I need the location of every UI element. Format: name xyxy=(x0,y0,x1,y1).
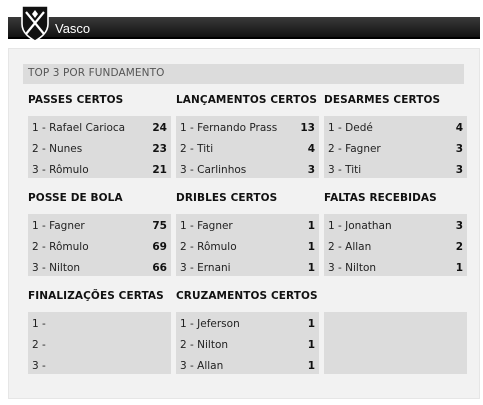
stat-block-title: FALTAS RECEBIDAS xyxy=(324,192,437,204)
stat-row xyxy=(32,360,167,374)
stat-block-title: CRUZAMENTOS CERTOS xyxy=(176,290,318,302)
stat-value: 1 xyxy=(307,262,315,274)
stat-block-title: POSSE DE BOLA xyxy=(28,192,123,204)
stat-row xyxy=(328,241,463,255)
stat-row xyxy=(32,339,167,353)
stat-block-title: FINALIZAÇÕES CERTAS xyxy=(28,290,164,302)
player-name: 2 - Rômulo xyxy=(180,241,237,253)
stat-block-title xyxy=(324,290,467,304)
stat-row xyxy=(180,122,315,136)
stat-value: 66 xyxy=(152,262,167,274)
stat-block-passes xyxy=(28,94,171,176)
stat-block-title: PASSES CERTOS xyxy=(28,94,124,106)
stat-block-fouls-received xyxy=(324,192,467,274)
player-name: 3 - Rômulo xyxy=(32,164,89,176)
player-name: 1 - Dedé xyxy=(328,122,373,134)
stat-block-dribbles xyxy=(176,192,319,274)
player-name: 2 - Nilton xyxy=(180,339,229,351)
stat-list xyxy=(176,214,319,276)
stat-row xyxy=(32,164,167,178)
stat-row xyxy=(180,241,315,255)
player-name: 1 - Fagner xyxy=(180,220,233,232)
stat-value: 69 xyxy=(152,241,167,253)
stat-block-crosses xyxy=(176,290,319,372)
stat-block-title: LANÇAMENTOS CERTOS xyxy=(176,94,318,106)
stat-row xyxy=(180,318,315,332)
stat-block-possession xyxy=(28,192,171,274)
stat-value: 1 xyxy=(307,318,315,330)
stat-block-tackles xyxy=(324,94,467,176)
player-name: 3 - Allan xyxy=(180,360,224,372)
stat-row xyxy=(328,143,463,157)
player-name: 3 - Ernani xyxy=(180,262,231,274)
stat-row xyxy=(328,220,463,234)
player-name: 2 - Titi xyxy=(180,143,214,155)
stat-list xyxy=(324,214,467,276)
stat-value: 1 xyxy=(307,220,315,232)
player-name: 3 - Titi xyxy=(328,164,362,176)
player-name: 3 - Carlinhos xyxy=(180,164,247,176)
player-name: 2 - Rômulo xyxy=(32,241,89,253)
player-name: 1 - xyxy=(32,318,46,330)
section-header xyxy=(23,64,464,84)
stat-row xyxy=(328,122,463,136)
stat-value: 1 xyxy=(307,360,315,372)
stat-row xyxy=(180,262,315,276)
stat-row xyxy=(328,164,463,178)
stat-row xyxy=(180,164,315,178)
stat-list xyxy=(28,312,171,374)
stat-value: 24 xyxy=(152,122,167,134)
player-name: 3 - Nilton xyxy=(32,262,81,274)
player-name: 2 - xyxy=(32,339,46,351)
stat-value: 1 xyxy=(307,241,315,253)
stat-row xyxy=(32,262,167,276)
stat-value: 13 xyxy=(300,122,315,134)
stat-row xyxy=(328,262,463,276)
stat-block-shots-on-target xyxy=(28,290,171,372)
stat-value: 3 xyxy=(455,143,463,155)
player-name: 1 - Rafael Carioca xyxy=(32,122,126,134)
stat-list xyxy=(28,116,171,178)
stat-row xyxy=(180,220,315,234)
stat-block-empty xyxy=(324,290,467,304)
stat-value: 2 xyxy=(455,241,463,253)
team-name: Vasco xyxy=(55,21,91,36)
stat-value: 75 xyxy=(152,220,167,232)
player-name: 1 - Jeferson xyxy=(180,318,240,330)
player-name: 1 - Fagner xyxy=(32,220,85,232)
stat-list xyxy=(28,214,171,276)
stat-row xyxy=(32,241,167,255)
player-name: 2 - Fagner xyxy=(328,143,381,155)
stat-value: 23 xyxy=(152,143,167,155)
stat-row xyxy=(180,360,315,374)
stat-list xyxy=(176,116,319,178)
team-crest-icon xyxy=(20,4,50,42)
stat-row xyxy=(32,318,167,332)
stat-value: 3 xyxy=(455,220,463,232)
stat-list xyxy=(324,116,467,178)
stat-value: 3 xyxy=(455,164,463,176)
stat-list xyxy=(176,312,319,374)
team-header xyxy=(8,17,480,39)
stat-row xyxy=(180,339,315,353)
stat-block-long-passes xyxy=(176,94,319,176)
player-name: 1 - Jonathan xyxy=(328,220,392,232)
player-name: 2 - Allan xyxy=(328,241,372,253)
stat-value: 4 xyxy=(307,143,315,155)
stat-value: 1 xyxy=(307,339,315,351)
stat-list-empty xyxy=(324,312,467,374)
stat-value: 3 xyxy=(307,164,315,176)
stat-value: 1 xyxy=(455,262,463,274)
stat-row xyxy=(180,143,315,157)
stat-value: 21 xyxy=(152,164,167,176)
player-name: 3 - Nilton xyxy=(328,262,377,274)
section-title: TOP 3 POR FUNDAMENTO xyxy=(28,67,165,79)
player-name: 3 - xyxy=(32,360,46,372)
stat-row xyxy=(32,122,167,136)
player-name: 1 - Fernando Prass xyxy=(180,122,278,134)
stat-block-title: DRIBLES CERTOS xyxy=(176,192,278,204)
player-name: 2 - Nunes xyxy=(32,143,83,155)
stat-row xyxy=(32,220,167,234)
stat-row xyxy=(32,143,167,157)
stat-value: 4 xyxy=(455,122,463,134)
stat-block-title: DESARMES CERTOS xyxy=(324,94,441,106)
